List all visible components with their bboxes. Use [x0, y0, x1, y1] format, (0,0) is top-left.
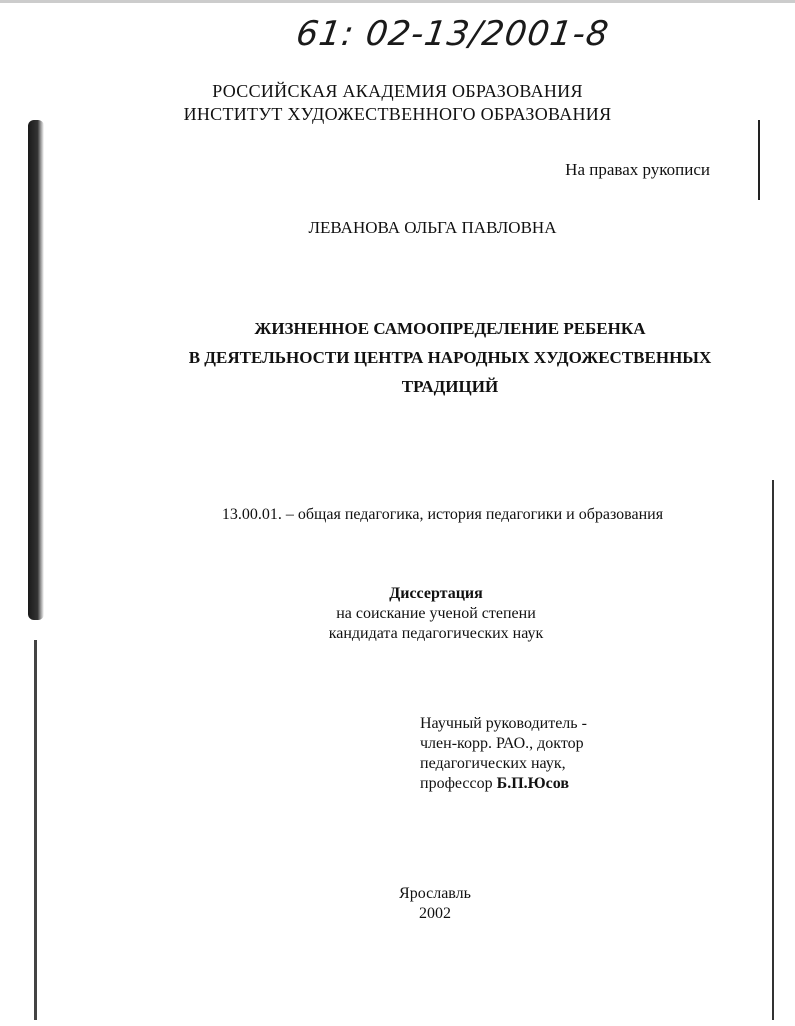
scan-right-line [772, 480, 774, 1020]
author-name: ЛЕВАНОВА ОЛЬГА ПАВЛОВНА [308, 218, 557, 237]
manuscript-rights: На правах рукописи [565, 160, 710, 179]
city: Ярославль [399, 885, 471, 902]
title-line-1: ЖИЗНЕННОЕ САМООПРЕДЕЛЕНИЕ РЕБЕНКА [254, 319, 646, 338]
place-and-year [0, 884, 795, 924]
archive-handwritten-mark: 61: 02-13/2001-8 [293, 14, 612, 54]
institute-name: ИНСТИТУТ ХУДОЖЕСТВЕННОГО ОБРАЗОВАНИЯ [183, 104, 612, 124]
degree-line-1: на соискание ученой степени [336, 605, 536, 622]
year: 2002 [419, 905, 451, 922]
dissertation-degree [0, 584, 795, 644]
organization-header [0, 80, 795, 126]
supervisor-name: Б.П.Юсов [496, 775, 570, 792]
supervisor-line-1: Научный руководитель - [420, 715, 587, 732]
scientific-supervisor [420, 714, 587, 794]
academy-name: РОССИЙСКАЯ АКАДЕМИЯ ОБРАЗОВАНИЯ [212, 81, 583, 101]
scan-left-line [34, 640, 37, 1020]
supervisor-line-2: член-корр. РАО., доктор [420, 735, 584, 752]
supervisor-line-4 [420, 774, 587, 794]
dissertation-title [0, 314, 795, 401]
scan-right-line-top [758, 120, 760, 200]
title-line-3: ТРАДИЦИЙ [401, 377, 499, 396]
dissertation-label: Диссертация [389, 585, 483, 602]
scan-top-edge [0, 0, 795, 3]
title-line-2: В ДЕЯТЕЛЬНОСТИ ЦЕНТРА НАРОДНЫХ ХУДОЖЕСТВЕННЫХ [188, 348, 712, 367]
supervisor-title: профессор [420, 775, 493, 792]
supervisor-line-3: педагогических наук, [420, 755, 566, 772]
degree-line-2: кандидата педагогических наук [328, 625, 544, 642]
specialty-code: 13.00.01. – общая педагогика, история педагогики и образования [221, 506, 664, 523]
